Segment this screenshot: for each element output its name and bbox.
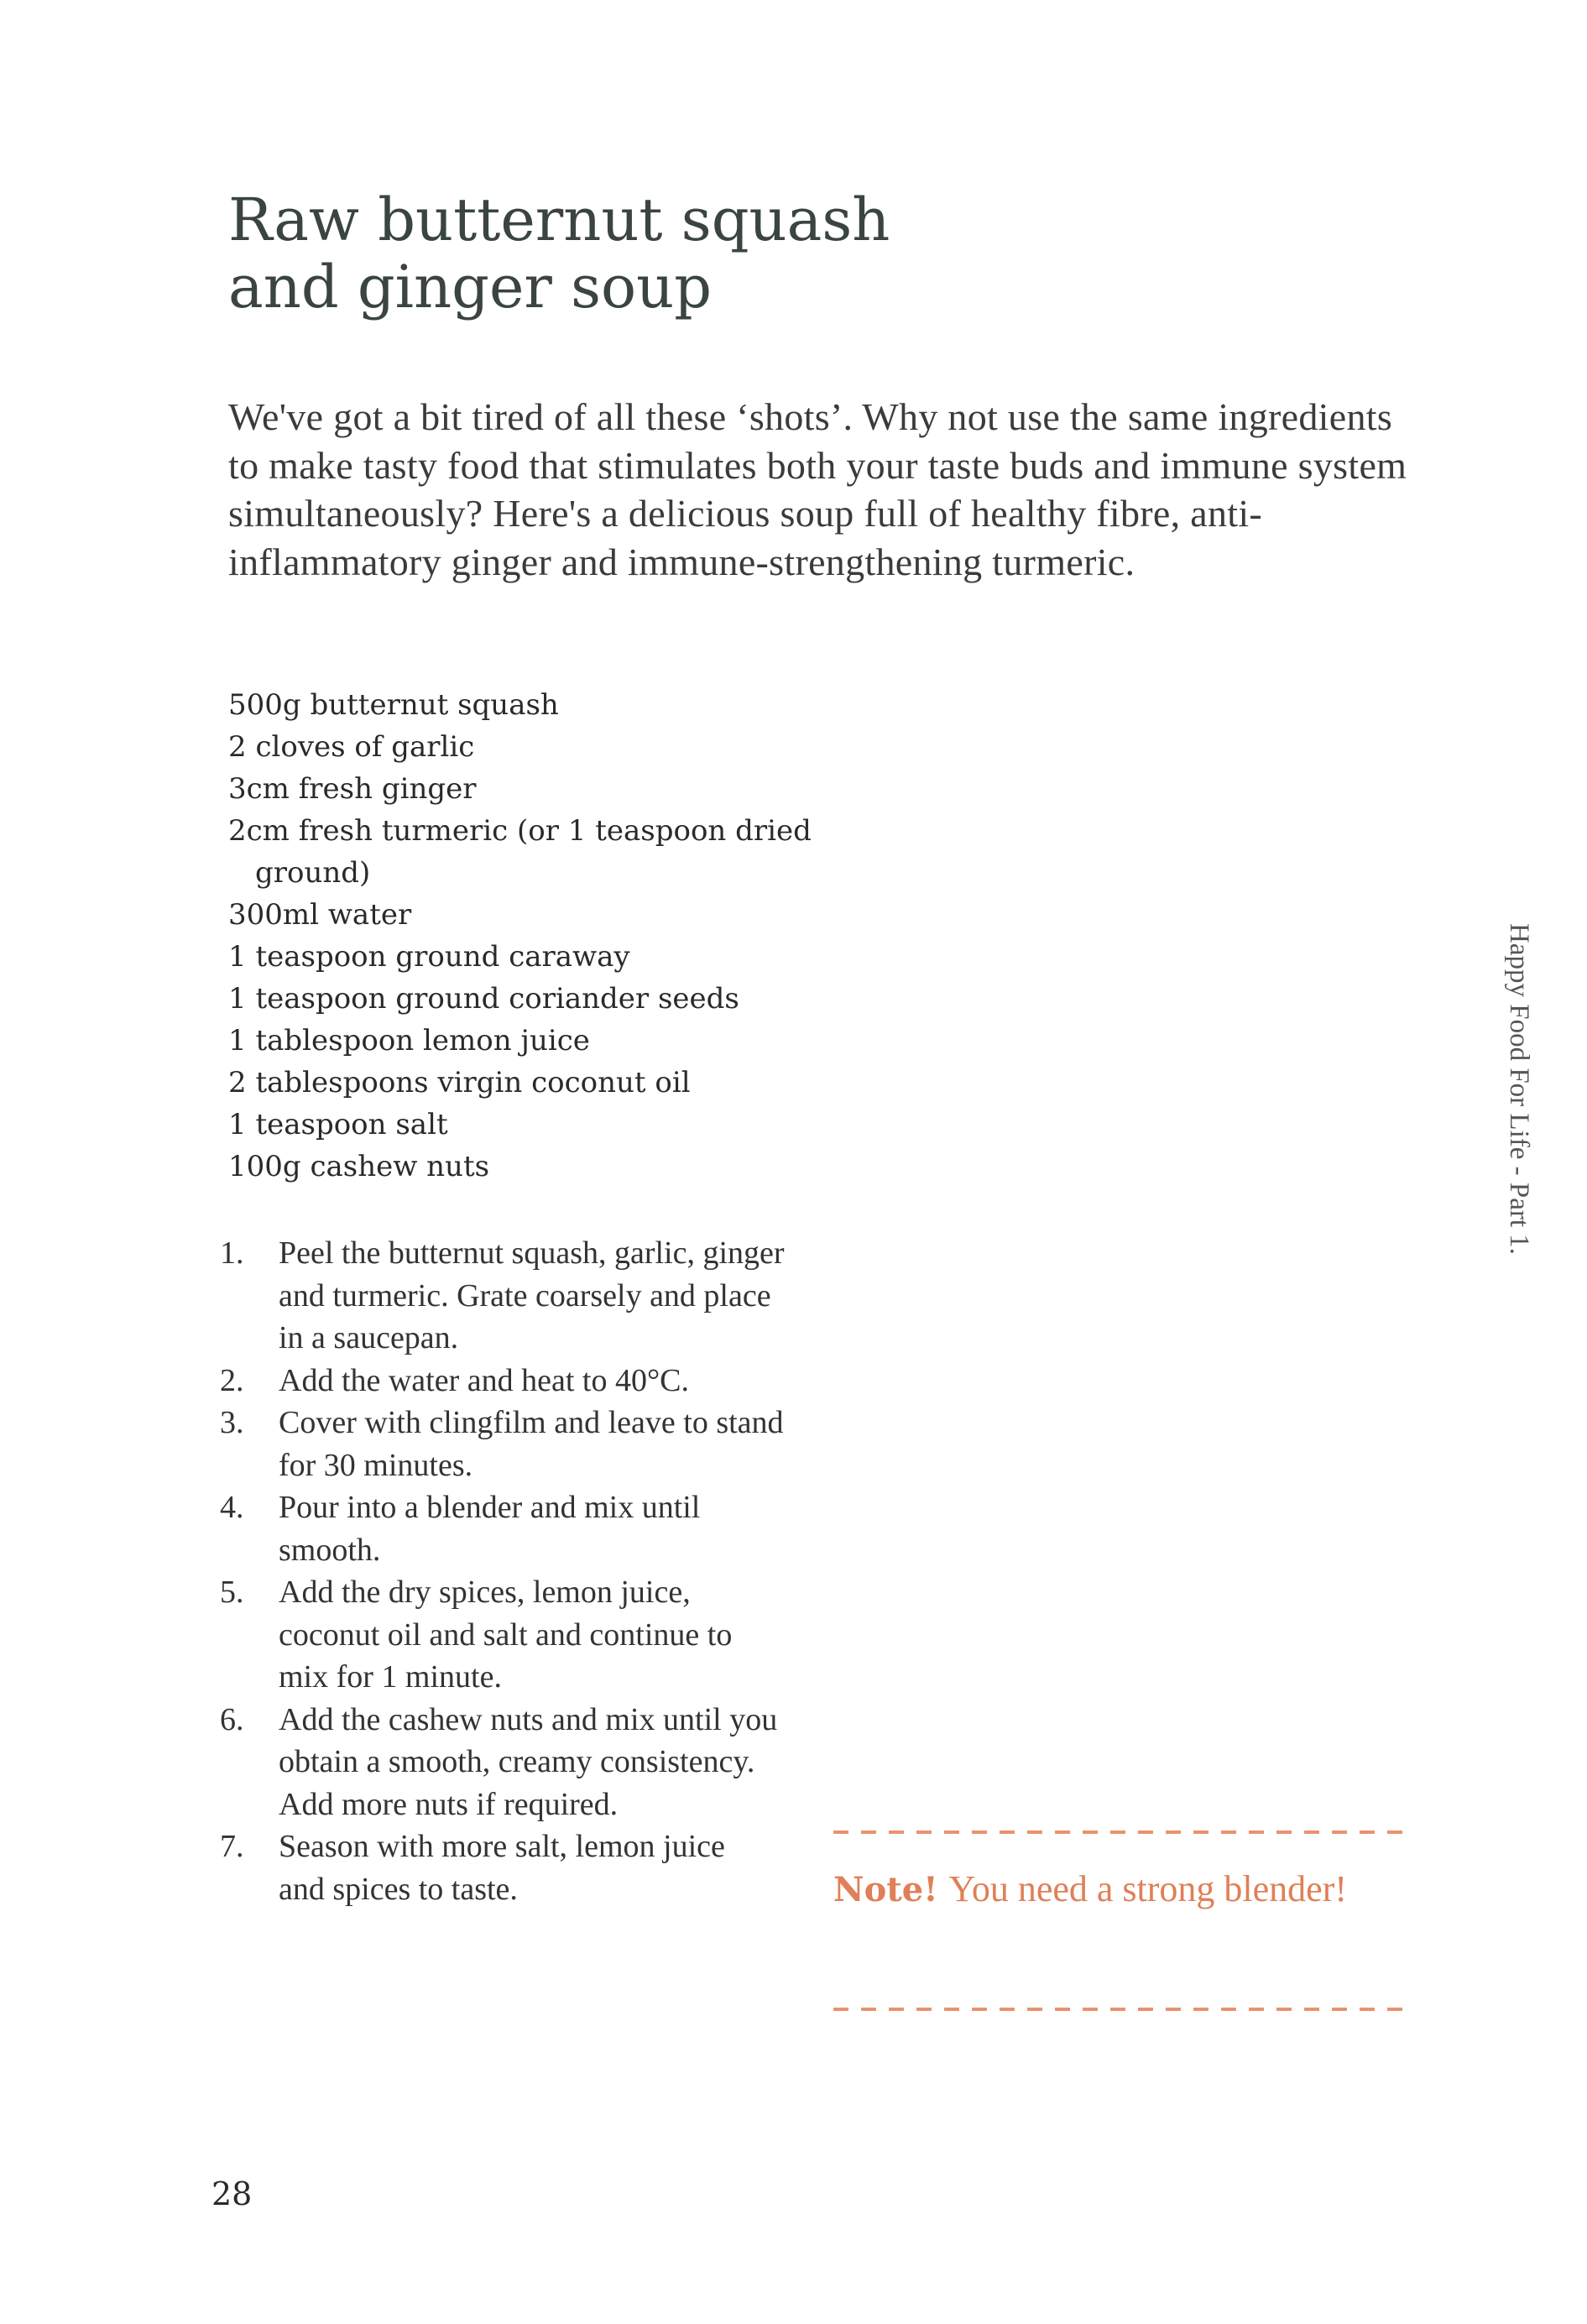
step-text: Pour into a blender and mix until smooth. xyxy=(279,1490,701,1568)
step-text: Add the dry spices, lemon juice, coconut oil and salt and continue to mix for 1 minute. xyxy=(279,1575,733,1695)
step-text: Add the water and heat to 40°C. xyxy=(279,1362,690,1398)
note-text: You need a strong blender! xyxy=(948,1868,1347,1909)
method-step xyxy=(220,1232,816,1360)
step-text: Cover with clingfilm and leave to stand for 30 minutes. xyxy=(279,1405,784,1483)
step-text: Season with more salt, lemon juice and spices to taste. xyxy=(279,1829,725,1907)
method-steps-list xyxy=(220,1232,816,1910)
method-step xyxy=(220,1486,816,1571)
step-number: 7. xyxy=(220,1829,244,1864)
ingredient-item: 1 tablespoon lemon juice xyxy=(228,1024,590,1058)
method-step xyxy=(220,1699,816,1826)
ingredients-list xyxy=(228,684,843,1188)
method-step xyxy=(220,1402,816,1486)
running-header-vertical xyxy=(1502,923,1536,1360)
step-text: Peel the butternut squash, garlic, ginger and turmeric. Grate coarsely and place in a saucepan. xyxy=(279,1235,785,1355)
book-part-label: Happy Food For Life - Part 1. xyxy=(1504,923,1534,1256)
ingredient-item: 500g butternut squash xyxy=(228,688,559,722)
ingredient-item: 2 tablespoons virgin coconut oil xyxy=(228,1066,691,1099)
method-step xyxy=(220,1360,816,1402)
step-number: 5. xyxy=(220,1575,244,1610)
ingredient-item: 300ml water xyxy=(228,898,412,932)
note-top-dashed-rule xyxy=(833,1830,1404,1834)
step-text: Add the cashew nuts and mix until you obtain a smooth, creamy consistency. Add more nuts if required. xyxy=(279,1701,778,1822)
step-number: 6. xyxy=(220,1701,244,1737)
step-number: 4. xyxy=(220,1490,244,1525)
note-callout xyxy=(833,1865,1421,1914)
step-number: 3. xyxy=(220,1405,244,1440)
method-step xyxy=(220,1571,816,1699)
recipe-title-line-1: Raw butternut squash xyxy=(228,185,890,254)
ingredient-item: 1 teaspoon ground caraway xyxy=(228,940,630,974)
ingredient-item: 100g cashew nuts xyxy=(228,1150,490,1183)
ingredient-item: 2 cloves of garlic xyxy=(228,730,475,764)
ingredient-item: 3cm fresh ginger xyxy=(228,772,477,806)
method-step xyxy=(220,1825,816,1910)
step-number: 1. xyxy=(220,1235,244,1271)
recipe-title-line-2: and ginger soup xyxy=(228,253,713,321)
step-number: 2. xyxy=(220,1362,244,1398)
note-label: Note! xyxy=(833,1870,938,1909)
page-number: 28 xyxy=(211,2175,253,2212)
recipe-title xyxy=(228,186,890,321)
ingredient-item: 1 teaspoon salt xyxy=(228,1108,448,1141)
note-bottom-dashed-rule xyxy=(833,2008,1404,2011)
ingredient-item: 1 teaspoon ground coriander seeds xyxy=(228,982,739,1016)
intro-paragraph: We've got a bit tired of all these ‘shots’. Why not use the same ingredients to make tasty food that stimulates both your taste buds and immune system simultaneously? Here's a delicious soup full of healthy fibre, anti-inflammatory ginger and immune-strengthening turmeric. xyxy=(228,395,1407,583)
ingredient-item: 2cm fresh turmeric (or 1 teaspoon dried ground) xyxy=(228,814,812,890)
